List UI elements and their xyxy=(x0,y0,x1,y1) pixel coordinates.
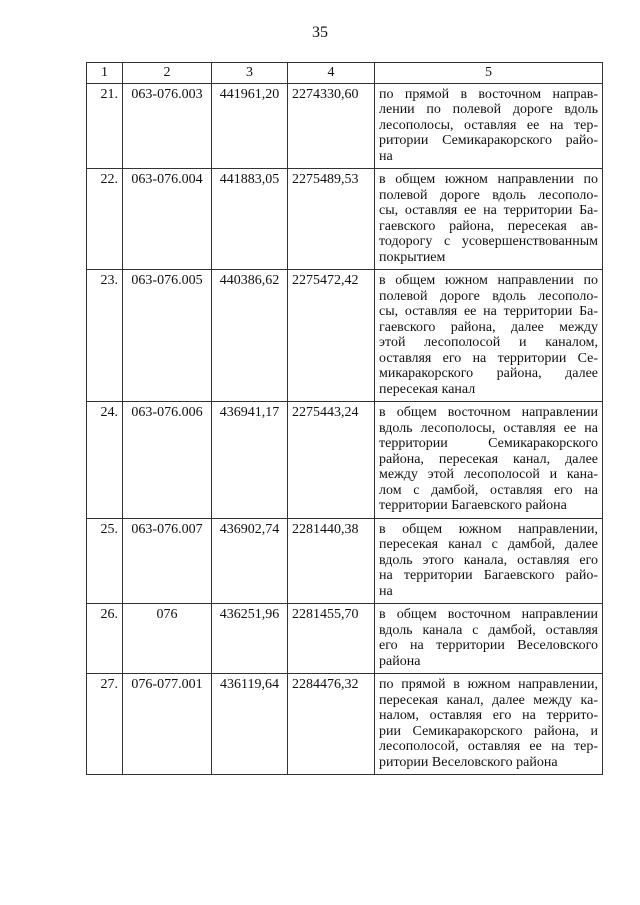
header-col-2: 2 xyxy=(123,63,212,84)
description-line: ритории Семикаракорского райо- xyxy=(379,133,598,148)
description-line: оставляя его на территории Се- xyxy=(379,350,598,366)
description-line: этой лесополосой и каналом, xyxy=(379,335,598,350)
description-line: на территории Багаевского райо- xyxy=(379,568,598,583)
description-line: полевой дороге вдоль лесополо- xyxy=(379,187,598,203)
description-cell xyxy=(375,518,603,604)
page-number: 35 xyxy=(312,24,328,41)
point-code-cell: 063-076.004 xyxy=(123,169,212,270)
description-line: полевой дороге вдоль лесополо- xyxy=(379,288,598,304)
description-cell xyxy=(375,674,603,775)
description-line: ритории Веселовского района xyxy=(379,754,558,770)
coordinate-x-cell: 436251,96 xyxy=(212,604,288,674)
description-cell xyxy=(375,83,603,169)
coordinate-y-cell: 2275489,53 xyxy=(288,169,375,270)
description-line: в общем восточном направлении xyxy=(379,607,598,622)
boundary-points-table xyxy=(86,62,603,775)
description-line: тодорогу с усовершенствованным xyxy=(379,234,598,249)
point-code-cell: 063-076.007 xyxy=(123,518,212,604)
description-line: лении по полевой дороге вдоль xyxy=(379,102,598,117)
description-line: в общем южном направлении, xyxy=(379,521,598,537)
coordinate-y-cell: 2274330,60 xyxy=(288,83,375,169)
table-body xyxy=(87,63,603,775)
table-row xyxy=(87,604,603,674)
point-code-cell: 076-077.001 xyxy=(123,674,212,775)
description-cell xyxy=(375,169,603,270)
coordinate-y-cell: 2281455,70 xyxy=(288,604,375,674)
coordinate-x-cell: 436941,17 xyxy=(212,402,288,519)
header-col-4: 4 xyxy=(288,63,375,84)
table-row xyxy=(87,169,603,270)
coordinate-y-cell: 2281440,38 xyxy=(288,518,375,604)
row-number-cell: 26. xyxy=(87,604,123,674)
row-number-cell: 23. xyxy=(87,270,123,402)
description-line: в общем южном направлении по xyxy=(379,172,598,187)
point-code-cell: 063-076.005 xyxy=(123,270,212,402)
header-col-1: 1 xyxy=(87,63,123,84)
description-line: сы, оставляя ее на территории Ба- xyxy=(379,203,598,218)
description-cell xyxy=(375,604,603,674)
table-row xyxy=(87,402,603,519)
description-line: вдоль лесополосы, оставляя ее на xyxy=(379,420,598,436)
description-cell xyxy=(375,270,603,402)
coordinate-y-cell: 2275443,24 xyxy=(288,402,375,519)
table-header-row xyxy=(87,63,603,84)
description-line: территории Багаевского района xyxy=(379,498,567,513)
table-row xyxy=(87,83,603,169)
description-line: в общем восточном направлении xyxy=(379,405,598,420)
header-col-5: 5 xyxy=(375,63,603,84)
description-line: пересекая канал xyxy=(379,381,476,397)
row-number-cell: 21. xyxy=(87,83,123,169)
description-line: вдоль этого канала, оставляя его xyxy=(379,552,598,568)
description-line: гаевского района, далее между xyxy=(379,319,598,335)
description-line: лом с дамбой, оставляя его на xyxy=(379,482,598,498)
description-line: на xyxy=(379,148,393,164)
description-line: лесополосой, оставляя ее на тер- xyxy=(379,739,598,754)
point-code-cell: 063-076.006 xyxy=(123,402,212,519)
description-line: его на территории Веселовского xyxy=(379,638,598,653)
coordinate-x-cell: 441883,05 xyxy=(212,169,288,270)
description-line: в общем южном направлении по xyxy=(379,273,598,288)
coordinate-x-cell: 436902,74 xyxy=(212,518,288,604)
description-line: налом, оставляя его на террито- xyxy=(379,708,598,723)
description-line: пересекая канал с дамбой, далее xyxy=(379,537,598,552)
row-number-cell: 27. xyxy=(87,674,123,775)
description-line: района xyxy=(379,653,421,669)
coordinate-x-cell: 436119,64 xyxy=(212,674,288,775)
description-line: района, пересекая канал, далее xyxy=(379,451,598,467)
table-row xyxy=(87,674,603,775)
description-line: вдоль канала с дамбой, оставляя xyxy=(379,622,598,638)
description-line: по прямой в южном направлении, xyxy=(379,677,598,692)
description-line: на xyxy=(379,583,393,599)
description-line: рии Семикаракорского района, и xyxy=(379,723,598,739)
description-line: гаевского района, пересекая ав- xyxy=(379,218,598,234)
coordinate-y-cell: 2284476,32 xyxy=(288,674,375,775)
point-code-cell: 076 xyxy=(123,604,212,674)
description-line: сы, оставляя ее на территории Ба- xyxy=(379,304,598,319)
coordinate-x-cell: 441961,20 xyxy=(212,83,288,169)
table-row xyxy=(87,518,603,604)
description-line: лесополосы, оставляя ее на тер- xyxy=(379,117,598,133)
row-number-cell: 25. xyxy=(87,518,123,604)
point-code-cell: 063-076.003 xyxy=(123,83,212,169)
description-line: пересекая канал, далее между ка- xyxy=(379,692,598,708)
row-number-cell: 24. xyxy=(87,402,123,519)
description-line: по прямой в восточном направ- xyxy=(379,86,598,102)
description-line: микаракорского района, далее xyxy=(379,366,598,381)
description-line: между этой лесополосой и кана- xyxy=(379,467,598,482)
table-row xyxy=(87,270,603,402)
coordinate-y-cell: 2275472,42 xyxy=(288,270,375,402)
header-col-3: 3 xyxy=(212,63,288,84)
row-number-cell: 22. xyxy=(87,169,123,270)
description-line: покрытием xyxy=(379,249,446,265)
description-line: территории Семикаракорского xyxy=(379,436,598,451)
coordinate-x-cell: 440386,62 xyxy=(212,270,288,402)
description-cell xyxy=(375,402,603,519)
